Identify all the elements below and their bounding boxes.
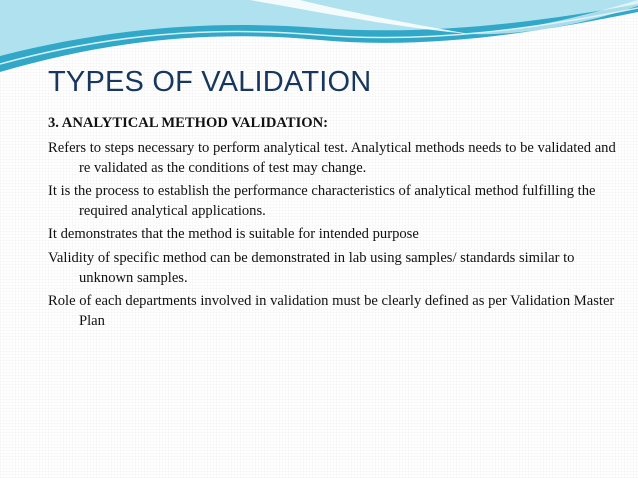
bullet-item: It demonstrates that the method is suitable for intended purpose bbox=[48, 226, 419, 243]
section-heading: 3. ANALYTICAL METHOD VALIDATION: bbox=[48, 115, 329, 131]
bullet-item: It is the process to establish the performance characteristics of analytical method fulfilling the required analytical applications. bbox=[48, 183, 596, 219]
bullet-item: Refers to steps necessary to perform analytical test. Analytical methods needs to be validated and re validated as the conditions of test may change. bbox=[48, 140, 616, 176]
bullet-item: Role of each departments involved in validation must be clearly defined as per Validation Master Plan bbox=[48, 293, 615, 329]
slide-title: TYPES OF VALIDATION bbox=[48, 66, 372, 98]
bullet-list bbox=[48, 139, 623, 331]
slide-body bbox=[48, 114, 623, 335]
bullet-item: Validity of specific method can be demonstrated in lab using samples/ standards similar to unknown samples. bbox=[48, 249, 575, 286]
